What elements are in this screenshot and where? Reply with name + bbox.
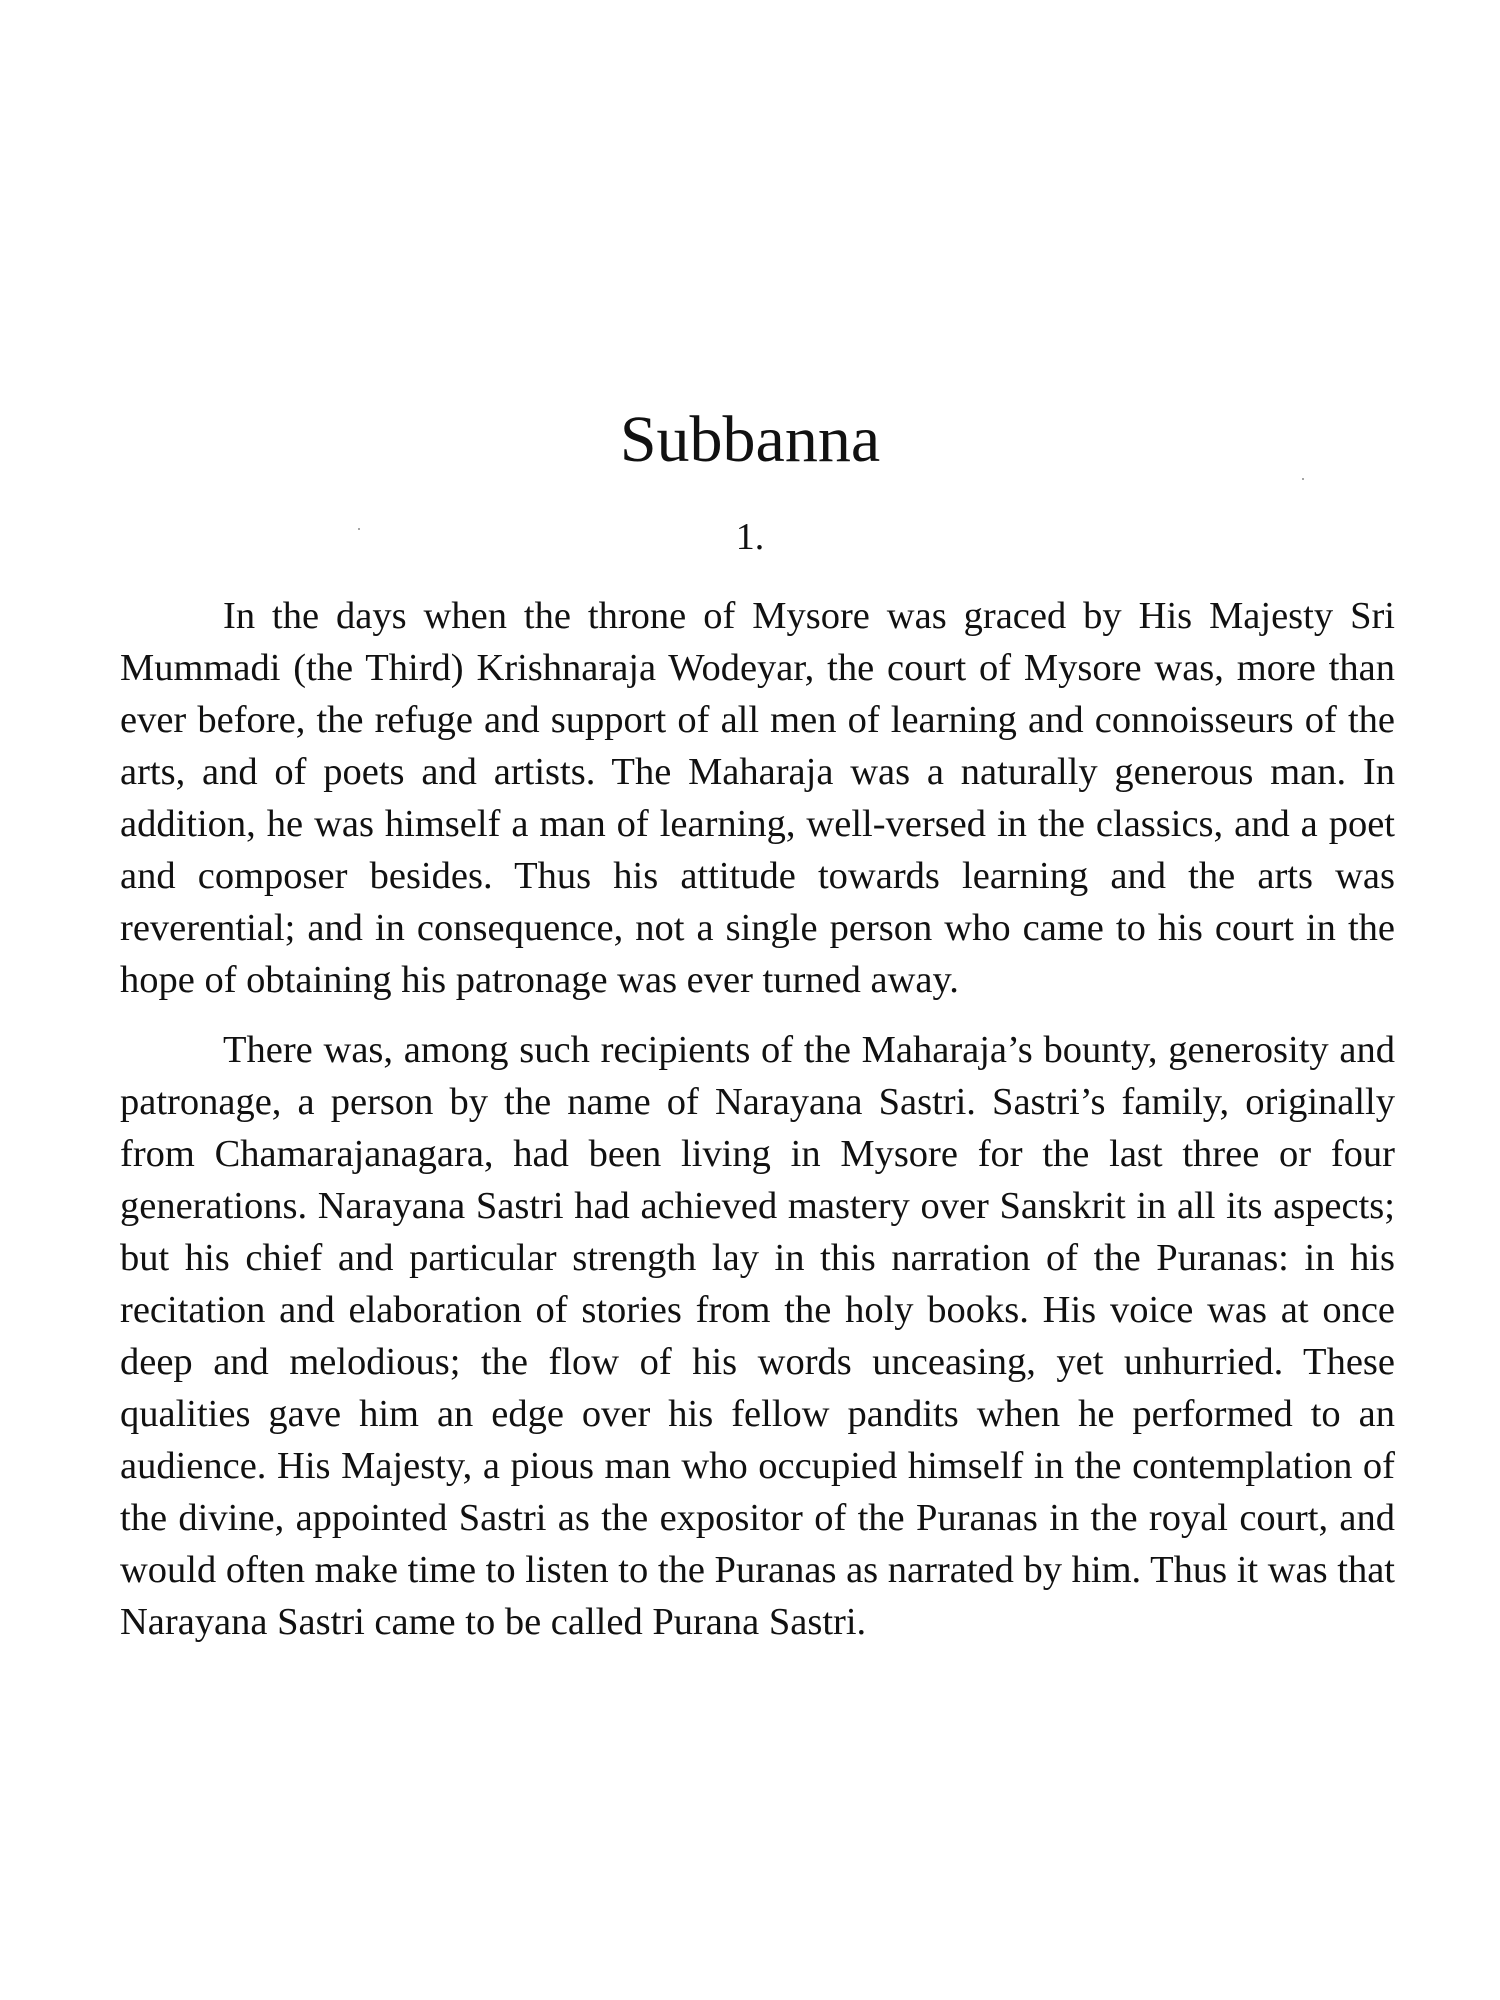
scan-speck	[358, 528, 360, 530]
chapter-title: Subbanna	[619, 403, 881, 476]
section-number: 1.	[735, 516, 765, 558]
scan-speck	[1302, 478, 1304, 480]
paragraph-2: There was, among such recipients of the Maharaja’s bounty, generosity and patronage, a person by the name of Narayana Sastri. Sastri’s family, originally from Chamarajanagara, had been living in Mysore for the last three or four generations. Narayana Sastri had achieved mastery over Sanskrit in all its aspects; but his chief and particular strength lay in this narration of the Puranas: in his recitation and elaboration of stories from the holy books. His voice was at once deep and melodious; the flow of his words unceasing, yet unhurried. These qualities gave him an edge over his fellow pandits when he performed to an audience. His Majesty, a pious man who occupied himself in the contemplation of the divine, appointed Sastri as the expositor of the Puranas in the royal court, and would often make time to listen to the Puranas as narrated by him. Thus it was that Narayana Sastri came to be called Purana Sastri.	[120, 1029, 1395, 1643]
paragraph-1: In the days when the throne of Mysore was graced by His Majesty Sri Mummadi (the Third) Krishnaraja Wodeyar, the court of Mysore was, more than ever before, the refuge and support of all men of learning and connoisseurs of the arts, and of poets and artists. The Maharaja was a naturally generous man. In addition, he was himself a man of learning, well-versed in the classics, and a poet and composer besides. Thus his attitude towards learning and the arts was reverential; and in consequence, not a single person who came to his court in the hope of obtaining his patronage was ever turned away.	[120, 595, 1395, 1001]
body-text	[120, 590, 1395, 1648]
